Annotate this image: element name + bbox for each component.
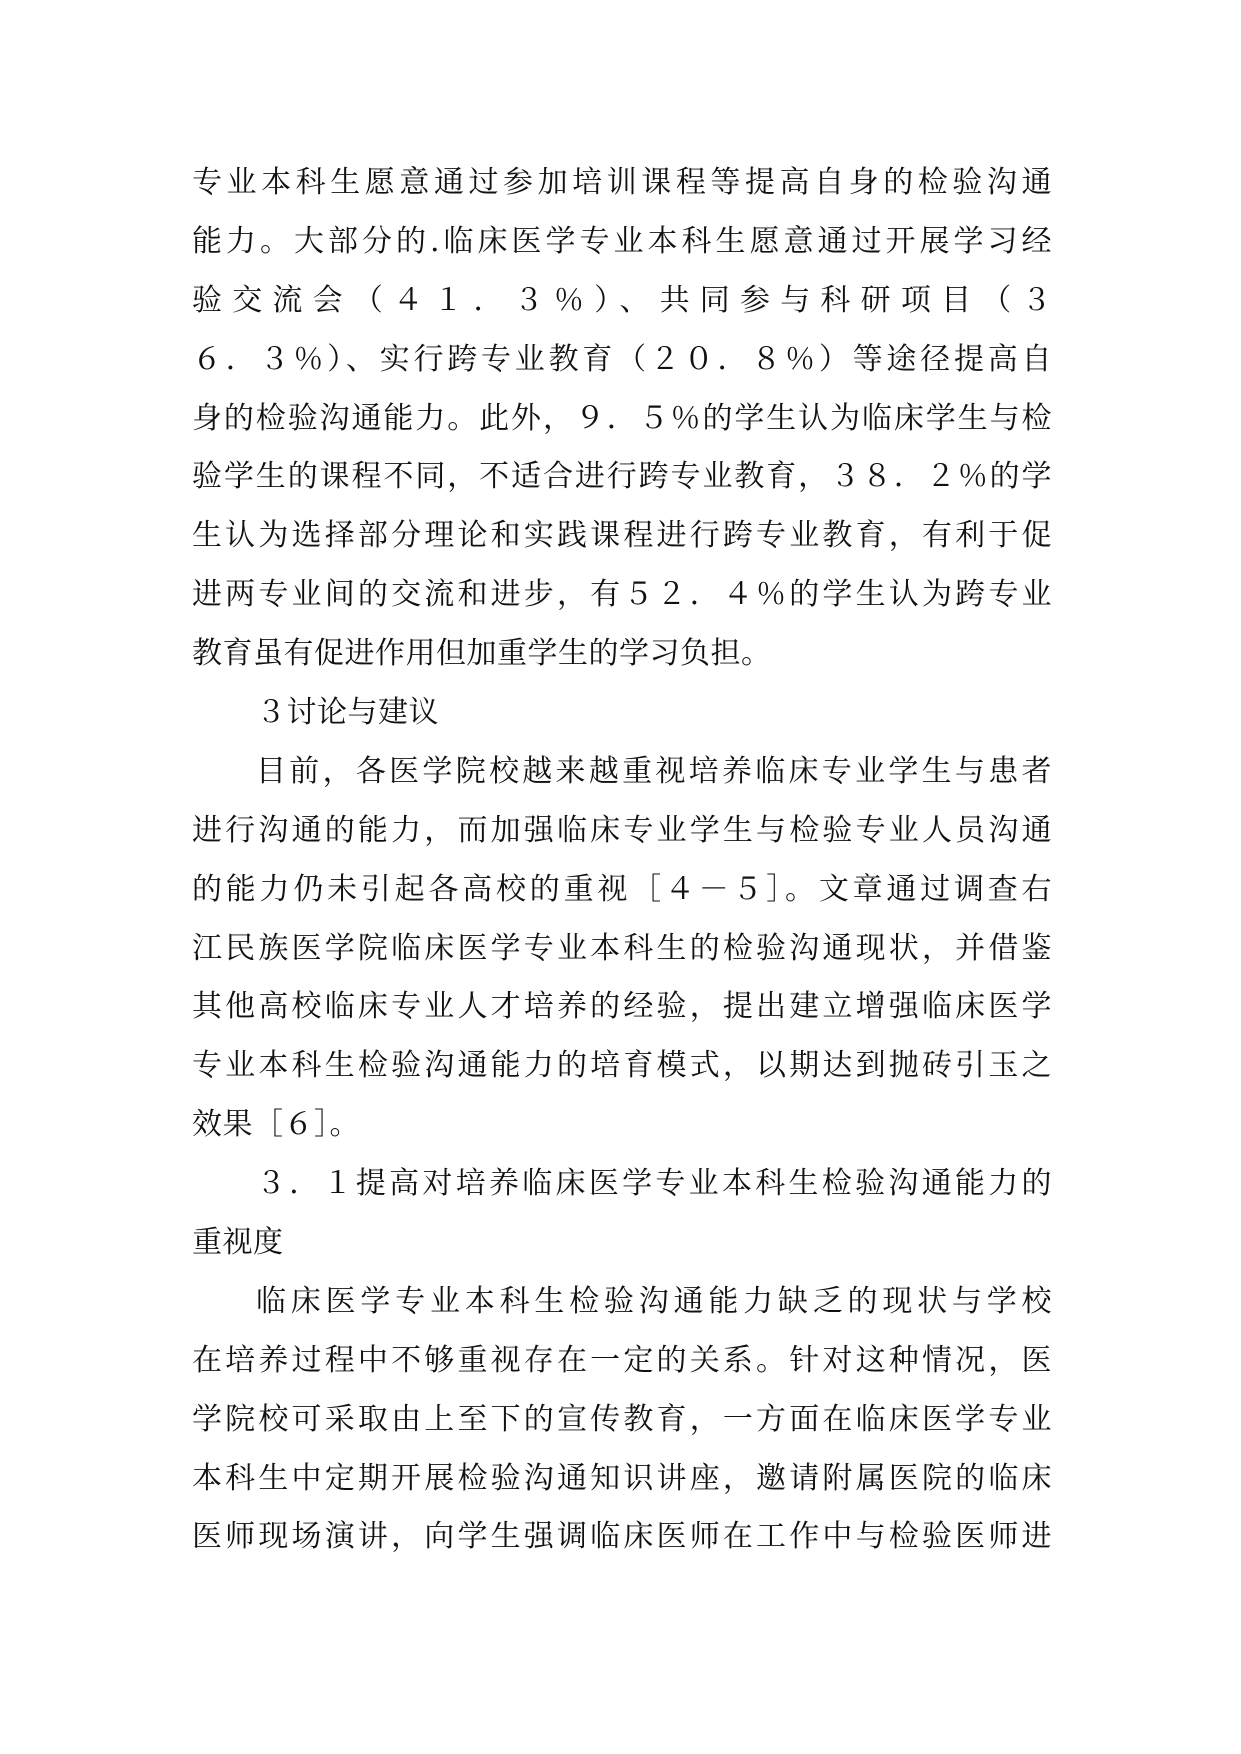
text-line: 效果［６］。 xyxy=(192,1107,360,1143)
text-line: 专业本科生检验沟通能力的培育模式，以期达到抛砖引玉之 xyxy=(192,1048,1052,1084)
text-line: 验交流会（４１．３％）、共同参与科研项目（３ xyxy=(192,282,1052,318)
text-line: 身的检验沟通能力。此外，９．５％的学生认为临床学生与检 xyxy=(192,400,1052,436)
text-line: 生认为选择部分理论和实践课程进行跨专业教育，有利于促 xyxy=(192,518,1052,554)
text-line: ６．３％）、实行跨专业教育（２０．８％）等途径提高自 xyxy=(192,341,1052,377)
text-line: 临床医学专业本科生检验沟通能力缺乏的现状与学校 xyxy=(256,1283,1052,1319)
paragraph-3-1 xyxy=(192,1273,1052,1567)
text-line: 目前，各医学院校越来越重视培养临床专业学生与患者 xyxy=(256,753,1052,789)
text-line: 进两专业间的交流和进步，有５２．４％的学生认为跨专业 xyxy=(192,577,1052,613)
text-line: 教育虽有促进作用但加重学生的学习负担。 xyxy=(192,636,772,672)
text-line: 在培养过程中不够重视存在一定的关系。针对这种情况，医 xyxy=(192,1342,1052,1378)
section-heading-3-1 xyxy=(192,1155,1052,1273)
text-line: 江民族医学院临床医学专业本科生的检验沟通现状，并借鉴 xyxy=(192,930,1052,966)
text-line: 其他高校临床专业人才培养的经验，提出建立增强临床医学 xyxy=(192,989,1052,1025)
heading-line: ３讨论与建议 xyxy=(256,695,439,731)
text-line: 能力。大部分的.临床医学专业本科生愿意通过开展学习经 xyxy=(192,223,1052,259)
text-line: 验学生的课程不同，不适合进行跨专业教育，３８．２％的学 xyxy=(192,459,1052,495)
document-body xyxy=(192,154,1052,1567)
paragraph-discussion xyxy=(192,743,1052,1155)
text-line: 专业本科生愿意通过参加培训课程等提高自身的检验沟通 xyxy=(192,165,1052,200)
text-line: 医师现场演讲，向学生强调临床医师在工作中与检验医师进 xyxy=(192,1519,1052,1555)
heading-line: 重视度 xyxy=(192,1225,284,1261)
text-line: 学院校可采取由上至下的宣传教育，一方面在临床医学专业 xyxy=(192,1401,1052,1437)
section-heading-discussion xyxy=(192,684,1052,743)
text-line: 进行沟通的能力，而加强临床专业学生与检验专业人员沟通 xyxy=(192,812,1052,848)
heading-line: ３．１提高对培养临床医学专业本科生检验沟通能力的 xyxy=(256,1166,1052,1202)
paragraph-survey-results xyxy=(192,154,1052,684)
text-line: 本科生中定期开展检验沟通知识讲座，邀请附属医院的临床 xyxy=(192,1460,1052,1496)
text-line: 的能力仍未引起各高校的重视［４－５］。文章通过调查右 xyxy=(192,871,1052,907)
